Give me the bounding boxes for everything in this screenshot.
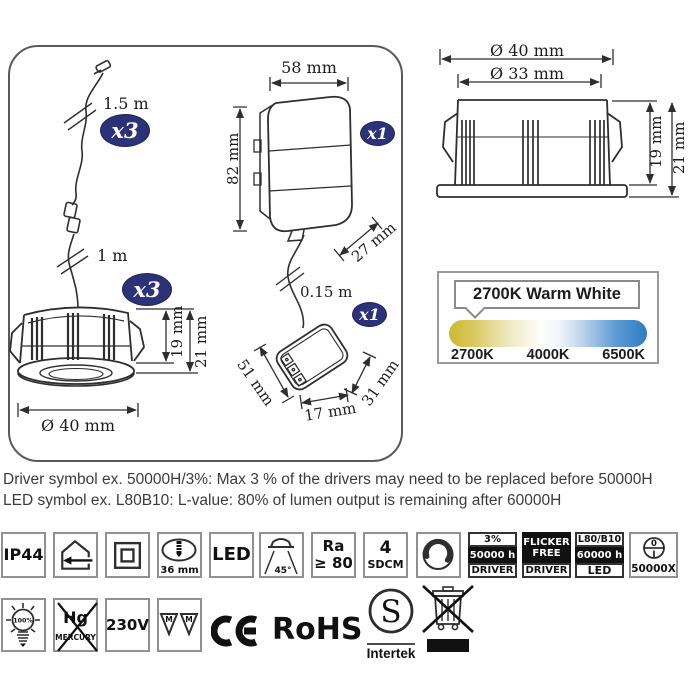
switch-off-label: I [651,550,656,560]
driver-life-badge [468,532,517,578]
double-insulation-icon [105,534,150,576]
voltage-label: 230V [106,615,149,634]
ip44-label: IP44 [3,545,44,564]
side-height19-label: 19 mm [647,115,665,168]
flicker-line1: FLICKER [523,536,570,548]
crossed-out-icon [55,600,100,654]
sdcm-badge [363,532,408,578]
cable1-length-label: 1.5 m [103,94,149,113]
driver-qty-badge: x1 [360,121,395,146]
tick-2700k: 2700K [451,347,494,363]
weee-mark [420,584,478,656]
side-outer-diameter-label: Ø 40 mm [490,41,564,60]
bulb-100-icon [1,600,46,650]
led-life-hours: 60000 h [575,547,624,563]
color-temp-title: 2700K Warm White [454,280,640,309]
house-arrow-icon [53,534,98,576]
led-life-label: LED [575,563,624,578]
flicker-label: DRIVER [522,563,571,578]
dimmer-icon [416,534,461,576]
intertek-mark [364,586,420,662]
rohs-label: RoHS [272,612,363,647]
switch-on-label: 0 [650,539,657,549]
driver-depth-label: 27 mm [348,218,400,266]
lumen-value-label: 100% [13,617,33,625]
connector-drawing [273,321,351,393]
mount-m1-label: M [165,615,173,624]
driver-life-percent: 3% [468,532,517,547]
cable2-length-label: 1 m [97,246,128,265]
cable-driver-drawing [276,235,304,328]
switch-cycles-label: 50000X [631,563,676,575]
ce-mark-icon [211,612,263,650]
cri-line1: Ra [322,537,345,555]
color-temp-gradient-bar [449,320,647,347]
led-label: LED [212,544,251,565]
mount-m2-label: M [185,615,193,624]
ce-mark [211,612,263,650]
connector-length-label: 51 mm [233,356,279,410]
product-line-drawing [8,45,399,458]
mercury-free-badge [53,598,98,652]
mercury-label: MERCURY [55,633,96,643]
driver-drawing [254,97,352,241]
cable1-qty-badge: x3 [100,114,150,147]
downlight-front-drawing [10,307,144,386]
dimmable-badge [416,532,461,578]
side-height-dimensions [612,101,679,197]
driver-width-label: 58 mm [281,58,337,77]
side-cutout-diameter-label: Ø 33 mm [490,64,564,83]
driver-note: Driver symbol ex. 50000H/3%: Max 3 % of the drivers may need to be replaced before 50000H [3,471,653,488]
downlight-qty-badge: x3 [122,273,172,306]
driver-height-label: 82 mm [224,132,242,185]
led-badge [209,532,254,578]
downlight-diameter-label: Ø 40 mm [41,416,115,435]
connector-width-label: 17 mm [303,398,358,425]
class2-badge [105,532,150,578]
mount-badge [157,598,202,652]
beam-angle-icon [259,534,304,576]
beam-angle-label: 45° [274,566,292,576]
color-temperature-chart [437,271,659,364]
cri-badge [311,532,356,578]
driver-life-label: DRIVER [468,563,517,578]
tick-6500k: 6500K [602,347,645,363]
mercury-symbol: Hg [63,608,88,628]
driver-dimensions [233,77,382,261]
downlight-height19-label: 19 mm [168,305,186,358]
intertek-s-icon [364,586,420,662]
intertek-s-label: S [380,594,402,630]
sdcm-label: SDCM [367,558,404,571]
cutout-hole-icon [157,535,202,565]
voltage-badge [105,598,150,652]
flicker-free-badge [522,532,571,578]
tick-4000k: 4000K [526,347,570,363]
sdcm-value: 4 [379,538,392,558]
led-note: LED symbol ex. L80B10: L-value: 80% of lumen output is remaining after 60000H [3,492,562,509]
side-height21-label: 21 mm [670,121,688,174]
cutout-badge [157,532,202,578]
weee-bin-icon [420,584,478,656]
indoor-use-badge [53,532,98,578]
intertek-label: Intertek [366,646,416,661]
driver-life-hours: 50000 h [468,547,517,563]
cutout-size-label: 36 mm [160,564,199,576]
downlight-height21-label: 21 mm [192,315,210,368]
led-life-code: L80/B10 [575,532,624,547]
switch-cycles-badge [629,532,678,578]
connector-qty-badge: x1 [352,302,387,327]
ip44-badge [1,532,46,578]
lumen-100-badge [1,598,46,652]
double-triangle-m-icon [157,606,202,644]
connector-height-label: 31 mm [358,356,403,410]
led-life-badge [575,532,624,578]
cri-line2: ≥ 80 [314,554,353,572]
beam-angle-badge [259,532,304,578]
connector-cable-length-label: 0.15 m [300,283,353,301]
flicker-line2: FREE [532,547,561,559]
on-off-switch-icon [641,536,667,562]
